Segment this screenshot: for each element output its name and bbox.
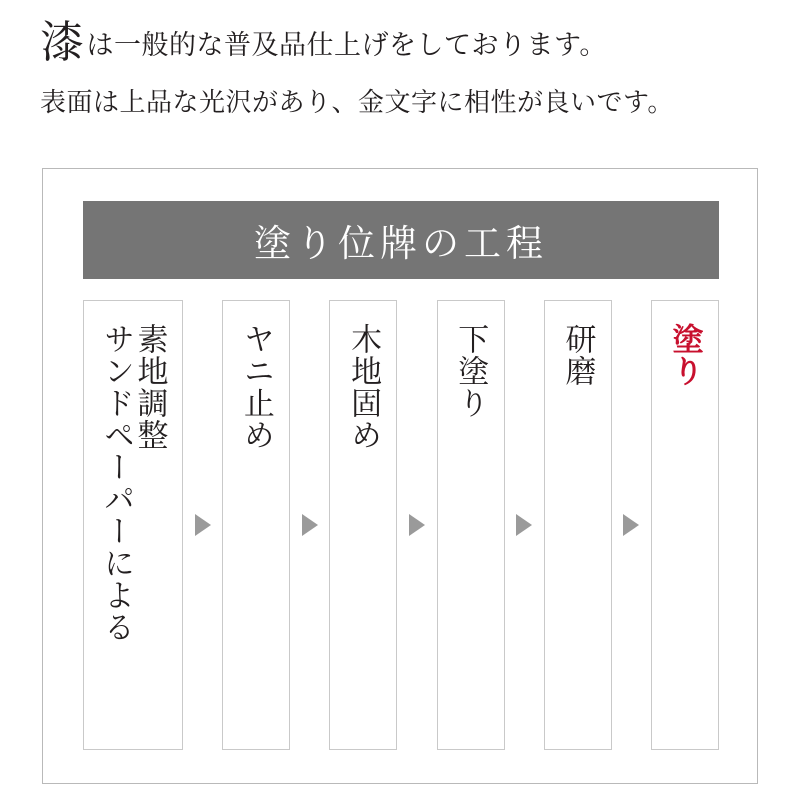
intro-text-block <box>40 18 770 121</box>
intro-line-1 <box>40 18 770 67</box>
process-step-1-label: 素地調整 サンドペーパーによる <box>99 323 168 643</box>
process-step-5-label: 研磨 <box>560 323 596 387</box>
arrow-right-icon <box>623 514 639 536</box>
process-flow-row <box>83 300 719 750</box>
intro-line-2: 表面は上品な光沢があり、金文字に相性が良いです。 <box>40 88 674 118</box>
arrow-right-icon <box>409 514 425 536</box>
arrow-right-icon <box>195 514 211 536</box>
intro-lead-character: 漆 <box>40 18 85 67</box>
process-step-1 <box>83 300 183 750</box>
process-step-4 <box>437 300 505 750</box>
arrow-right-icon <box>302 514 318 536</box>
arrow-right-icon <box>516 514 532 536</box>
process-step-3 <box>329 300 397 750</box>
process-step-4-label: 下塗り <box>453 323 489 419</box>
process-diagram <box>42 168 758 784</box>
flow-arrow-icon-5 <box>616 300 646 750</box>
flow-arrow-icon-3 <box>402 300 432 750</box>
process-step-3-label: 木地固め <box>346 323 382 451</box>
process-step-2 <box>222 300 290 750</box>
flow-arrow-icon-4 <box>509 300 539 750</box>
flow-arrow-icon-1 <box>188 300 218 750</box>
intro-line-1-rest: は一般的な普及品仕上げをしております。 <box>86 30 607 60</box>
process-step-5 <box>544 300 612 750</box>
process-step-2-label: ヤニ止め <box>238 323 274 451</box>
flow-arrow-icon-2 <box>295 300 325 750</box>
process-step-6 <box>651 300 719 750</box>
process-step-6-label: 塗り <box>667 323 703 387</box>
diagram-title-banner: 塗り位牌の工程 <box>83 201 719 279</box>
